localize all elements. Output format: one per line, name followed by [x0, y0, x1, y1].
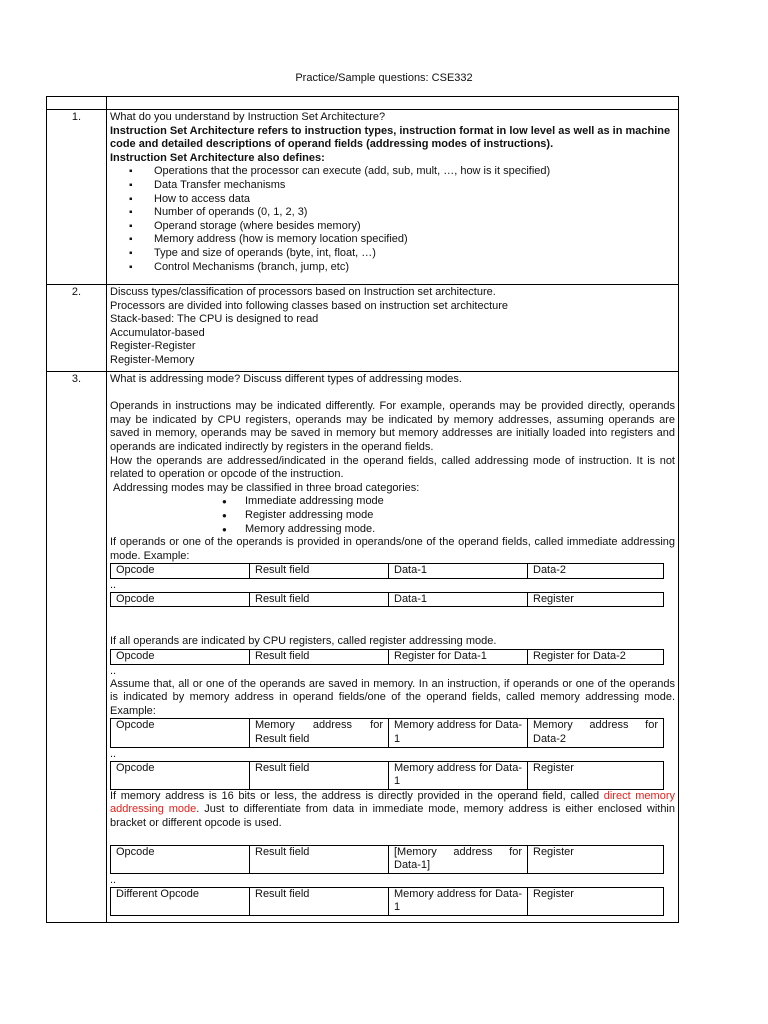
- list-item: ▪ Operand storage (where besides memory): [154, 220, 675, 234]
- table-cell: Memory address for Data-1: [389, 887, 528, 915]
- isa-defines-list: [110, 165, 675, 274]
- table-cell: Opcode: [111, 650, 250, 665]
- table-cell: Opcode: [111, 845, 250, 873]
- ellipsis: ..: [110, 578, 117, 591]
- list-item: ▪ How to access data: [154, 193, 675, 207]
- memory-format-table-2: [110, 761, 664, 790]
- table-cell: Opcode: [111, 719, 250, 747]
- question-content-3: [107, 371, 679, 922]
- paragraph: Assume that, all or one of the operands are saved in memory. In an instruction, if operands or one of the operands is indicated by memory address in operand fields/one of the operand fields, called memory addressing mode. Example:: [110, 677, 675, 717]
- table-cell: Memory address for Data-2: [528, 719, 664, 747]
- table-cell: Result field: [250, 887, 389, 915]
- table-cell: Opcode: [111, 564, 250, 579]
- ellipsis: ..: [110, 747, 117, 760]
- header-content-cell: [107, 97, 679, 110]
- list-item: ● Register addressing mode: [245, 509, 675, 523]
- table-cell: [Memory address for Data-1]: [389, 845, 528, 873]
- table-cell: Result field: [250, 650, 389, 665]
- list-item: ▪ Control Mechanisms (branch, jump, etc): [154, 261, 675, 275]
- question-number: 2.: [47, 285, 107, 372]
- list-item: ▪ Memory address (how is memory location specified): [154, 233, 675, 247]
- question-text: What do you understand by Instruction Set Architecture?: [110, 111, 386, 123]
- question-text: Discuss types/classification of processors based on Instruction set architecture.: [110, 286, 496, 298]
- list-item: ● Memory addressing mode.: [245, 523, 675, 537]
- table-cell: Different Opcode: [111, 887, 250, 915]
- immediate-format-table-2: [110, 592, 664, 608]
- table-row: [111, 887, 664, 915]
- paragraph: Addressing modes may be classified in three broad categories:: [113, 481, 420, 494]
- question-number: 1.: [47, 110, 107, 285]
- direct-format-table-2: [110, 887, 664, 916]
- register-format-table: [110, 649, 664, 665]
- list-item: ▪ Data Transfer mechanisms: [154, 179, 675, 193]
- answer-text: Instruction Set Architecture refers to instruction types, instruction format in low level as well as in machine code and detailed descriptions of operand fields (addressing modes of instructions).: [110, 124, 671, 151]
- list-item: ● Immediate addressing mode: [245, 495, 675, 509]
- paragraph-text: . Just to differentiate from data in immediate mode, memory address is either enclosed within bracket or different opcode is used.: [110, 803, 675, 829]
- table-cell: Result field: [250, 592, 389, 607]
- header-row: [47, 97, 679, 110]
- table-cell: Register: [528, 887, 664, 915]
- table-cell: Memory address for Result field: [250, 719, 389, 747]
- question-number: 3.: [47, 371, 107, 922]
- paragraph: If operands or one of the operands is provided in operands/one of the operand fields, called immediate addressing mode. Example:: [110, 536, 675, 562]
- list-item: ▪ Operations that the processor can execute (add, sub, mult, …, how is it specified): [154, 165, 675, 179]
- paragraph: [110, 790, 675, 831]
- table-row: [111, 719, 664, 747]
- table-row: [111, 845, 664, 873]
- table-row: [111, 761, 664, 789]
- answer-line: Stack-based: The CPU is designed to read: [110, 313, 319, 326]
- table-cell: Register: [528, 761, 664, 789]
- addressing-modes-list: [110, 495, 675, 536]
- table-cell: Register for Data-2: [528, 650, 664, 665]
- table-cell: Data-1: [389, 592, 528, 607]
- memory-format-table-1: [110, 718, 664, 747]
- table-row: [111, 650, 664, 665]
- question-content-2: [107, 285, 679, 372]
- table-cell: Data-1: [389, 564, 528, 579]
- header-num-cell: [47, 97, 107, 110]
- paragraph: If all operands are indicated by CPU registers, called register addressing mode.: [110, 635, 497, 648]
- question-content-1: [107, 110, 679, 285]
- paragraph: Operands in instructions may be indicated differently. For example, operands may be provided directly, operands may be indicated by CPU registers, operands may be indicated by memory addresses, assuming operands are saved in memory, operands may be saved in memory but memory addresses are initially loaded into registers and operands are indicated indirectly by registers in the operand fields.: [110, 400, 675, 453]
- paragraph: How the operands are addressed/indicated in the operand fields, called addressing mode of instruction. It is not related to operation or opcode of the instruction.: [110, 454, 675, 481]
- question-text: What is addressing mode? Discuss different types of addressing modes.: [110, 372, 462, 385]
- question-row-2: [47, 285, 679, 372]
- table-cell: Opcode: [111, 592, 250, 607]
- list-item: ▪ Number of operands (0, 1, 2, 3): [154, 206, 675, 220]
- table-cell: Data-2: [528, 564, 664, 579]
- ellipsis: ..: [110, 873, 117, 886]
- table-cell: Memory address for Data-1: [389, 761, 528, 789]
- ellipsis: ..: [110, 664, 117, 677]
- questions-table: [46, 96, 679, 923]
- highlighted-term: direct memory addressing mode: [110, 789, 675, 816]
- table-cell: Result field: [250, 564, 389, 579]
- page-title: Practice/Sample questions: CSE332: [295, 72, 473, 84]
- table-cell: Register: [528, 592, 664, 607]
- table-row: [111, 564, 664, 579]
- paragraph-text: If memory address is 16 bits or less, the address is directly provided in the operand field, called: [110, 789, 600, 802]
- question-row-1: [47, 110, 679, 285]
- table-cell: Memory address for Data-1: [389, 719, 528, 747]
- question-row-3: [47, 371, 679, 922]
- table-cell: Register for Data-1: [389, 650, 528, 665]
- defines-heading: Instruction Set Architecture also defines:: [110, 151, 325, 164]
- table-cell: Opcode: [111, 761, 250, 789]
- answer-line: Register-Register: [110, 340, 196, 353]
- answer-line: Accumulator-based: [110, 326, 205, 339]
- direct-format-table-1: [110, 845, 664, 874]
- table-cell: Result field: [250, 845, 389, 873]
- answer-line: Processors are divided into following classes based on instruction set architecture: [110, 299, 509, 312]
- list-item: ▪ Type and size of operands (byte, int, float, …): [154, 247, 675, 261]
- table-row: [111, 592, 664, 607]
- table-cell: Result field: [250, 761, 389, 789]
- answer-line: Register-Memory: [110, 353, 195, 366]
- table-cell: Register: [528, 845, 664, 873]
- immediate-format-table-1: [110, 563, 664, 579]
